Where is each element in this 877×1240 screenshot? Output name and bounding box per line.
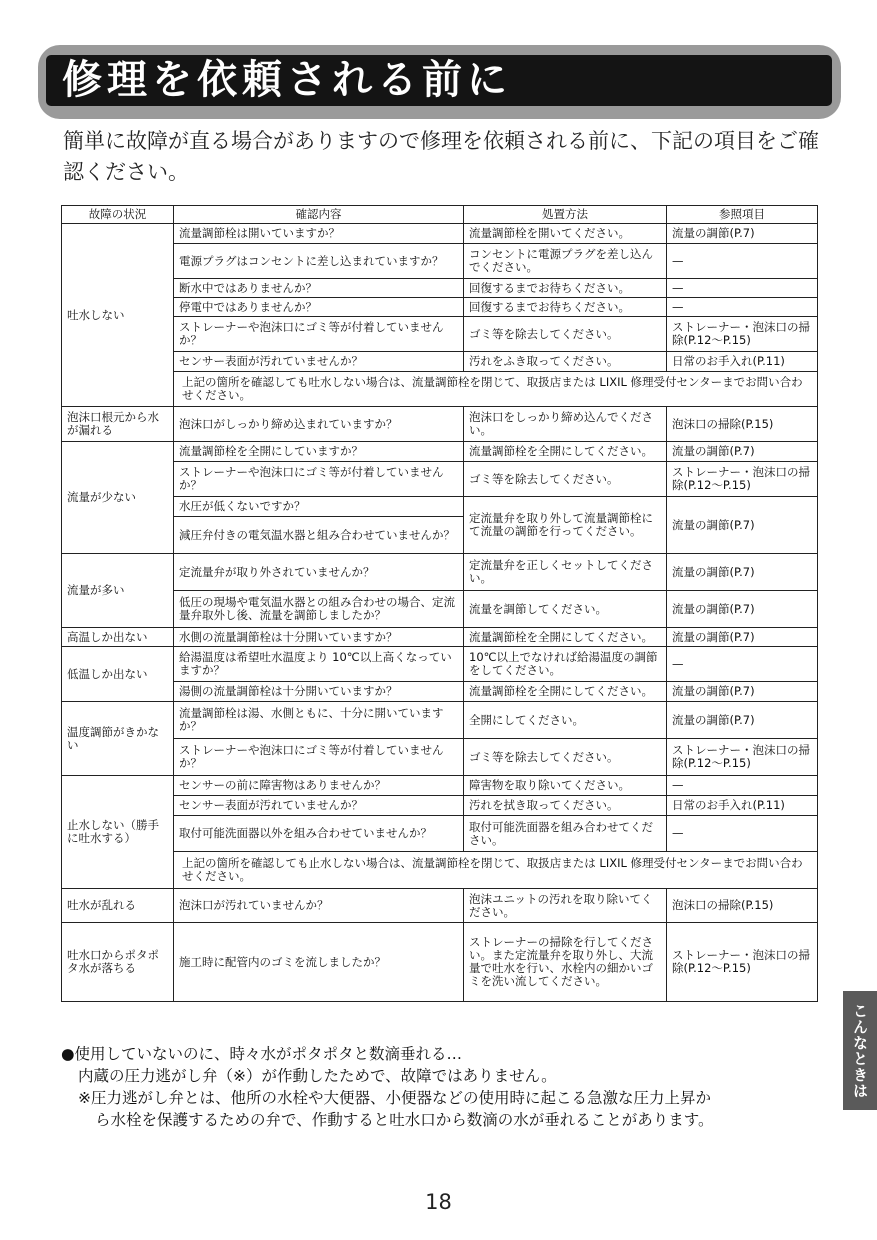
action-cell: 流量調節栓を全開にしてください。 [464,682,667,702]
table-row [62,816,818,852]
ref-cell: — [667,647,818,682]
note-cell: 上記の箇所を確認しても吐水しない場合は、流量調節栓を閉じて、取扱店または LIXIL 修理受付センターまでお問い合わせください。 [174,372,818,407]
table-row [62,407,818,442]
symptom-cell: 泡沫口根元から水が漏れる [62,407,174,442]
action-cell: 流量調節栓を全開にしてください。 [464,628,667,647]
table-row [62,372,818,407]
check-cell: 泡沫口が汚れていませんか？ [174,889,464,923]
table-row [62,776,818,796]
check-cell: 流量調節栓は湯、水側ともに、十分に開いていますか？ [174,702,464,739]
check-cell: ストレーナーや泡沫口にゴミ等が付着していませんか？ [174,462,464,497]
action-cell: 流量を調節してください。 [464,591,667,628]
check-cell: 湯側の流量調節栓は十分開いていますか？ [174,682,464,702]
ref-cell: ストレーナー・泡沫口の掃除(P.12〜P.15) [667,923,818,1002]
action-cell: 回復するまでお待ちください。 [464,279,667,298]
action-cell: ゴミ等を除去してください。 [464,317,667,352]
header-check: 確認内容 [174,206,464,224]
symptom-cell: 低温しか出ない [62,647,174,702]
action-cell: 取付可能洗面器を組み合わせてください。 [464,816,667,852]
check-cell: 停電中ではありませんか？ [174,298,464,317]
table-row [62,628,818,647]
check-cell: 給湯温度は希望吐水温度より 10℃以上高くなっていますか？ [174,647,464,682]
page-number: 18 [425,1190,452,1214]
table-row [62,298,818,317]
troubleshooting-table [61,205,818,1002]
ref-cell: 流量の調節(P.7) [667,591,818,628]
action-cell: コンセントに電源プラグを差し込んでください。 [464,244,667,279]
table-row [62,852,818,889]
ref-cell: 流量の調節(P.7) [667,554,818,591]
note-footnote: ※圧力逃がし弁とは、他所の水栓や大便器、小便器などの使用時に起こる急激な圧力上昇か [78,1089,711,1107]
symptom-cell: 止水しない（勝手に吐水する） [62,776,174,889]
action-cell: 流量調節栓を全開にしてください。 [464,442,667,462]
table-row [62,647,818,682]
header-symptom: 故障の状況 [62,206,174,224]
check-cell: ストレーナーや泡沫口にゴミ等が付着していませんか？ [174,739,464,776]
ref-cell: 流量の調節(P.7) [667,224,818,244]
check-cell: 取付可能洗面器以外を組み合わせていませんか？ [174,816,464,852]
ref-cell: 流量の調節(P.7) [667,628,818,647]
ref-cell: 流量の調節(P.7) [667,442,818,462]
check-cell: 減圧弁付きの電気温水器と組み合わせていませんか？ [174,517,464,554]
check-cell: 流量調節栓を全開にしていますか？ [174,442,464,462]
ref-cell: — [667,298,818,317]
ref-cell: 泡沫口の掃除(P.15) [667,407,818,442]
symptom-cell: 吐水口からポタポタ水が落ちる [62,923,174,1002]
table-row [62,244,818,279]
check-cell: 施工時に配管内のゴミを流しましたか？ [174,923,464,1002]
table-row [62,352,818,372]
ref-cell: 日常のお手入れ(P.11) [667,796,818,816]
symptom-cell: 吐水しない [62,224,174,407]
note-footnote-cont: ら水栓を保護するための弁で、作動すると吐水口から数滴の水が垂れることがあります。 [95,1111,714,1129]
table-row [62,554,818,591]
ref-cell: ストレーナー・泡沫口の掃除(P.12〜P.15) [667,462,818,497]
ref-cell: ストレーナー・泡沫口の掃除(P.12〜P.15) [667,739,818,776]
check-cell: 電源プラグはコンセントに差し込まれていますか？ [174,244,464,279]
symptom-cell: 流量が多い [62,554,174,628]
check-cell: センサー表面が汚れていませんか？ [174,352,464,372]
action-cell: 泡沫口をしっかり締め込んでください。 [464,407,667,442]
check-cell: 断水中ではありませんか？ [174,279,464,298]
page-title: 修理を依頼される前に [62,57,512,103]
table-row [62,796,818,816]
action-cell: ストレーナーの掃除を行してください。また定流量弁を取り外し、大流量で吐水を行い、水栓内の細かいゴミを洗い流してください。 [464,923,667,1002]
symptom-cell: 高温しか出ない [62,628,174,647]
ref-cell: 日常のお手入れ(P.11) [667,352,818,372]
action-cell: 泡沫ユニットの汚れを取り除いてください。 [464,889,667,923]
table-row [62,224,818,244]
table-row [62,739,818,776]
check-cell: 定流量弁が取り外されていませんか？ [174,554,464,591]
ref-cell: ストレーナー・泡沫口の掃除(P.12〜P.15) [667,317,818,352]
check-cell: 低圧の現場や電気温水器との組み合わせの場合、定流量弁取外し後、流量を調節しましたか？ [174,591,464,628]
check-cell: 流量調節栓は開いていますか？ [174,224,464,244]
table-row [62,442,818,462]
action-cell: 全開にしてください。 [464,702,667,739]
ref-cell: — [667,279,818,298]
action-cell: 流量調節栓を開いてください。 [464,224,667,244]
check-cell: センサー表面が汚れていませんか？ [174,796,464,816]
section-side-tab: こんなときは [843,991,877,1110]
check-cell: 水圧が低くないですか？ [174,497,464,517]
intro-text: 簡単に故障が直る場合がありますので修理を依頼される前に、下記の項目をご確認ください。 [63,129,819,184]
ref-cell: 流量の調節(P.7) [667,682,818,702]
table-header-row [62,206,818,224]
action-cell: 定流量弁を取り外して流量調節栓にて流量の調節を行ってください。 [464,497,667,554]
check-cell: ストレーナーや泡沫口にゴミ等が付着していませんか？ [174,317,464,352]
table-row [62,702,818,739]
symptom-cell: 温度調節がきかない [62,702,174,776]
note-bullet: ●使用していないのに、時々水がポタポタと数滴垂れる… [61,1045,463,1063]
check-cell: 泡沫口がしっかり締め込まれていますか？ [174,407,464,442]
table-row [62,317,818,352]
ref-cell: — [667,776,818,796]
table-row [62,923,818,1002]
table-row [62,682,818,702]
action-cell: 回復するまでお待ちください。 [464,298,667,317]
action-cell: 汚れをふき取ってください。 [464,352,667,372]
ref-cell: 流量の調節(P.7) [667,702,818,739]
notes-section [61,1043,841,1131]
ref-cell: — [667,244,818,279]
ref-cell: 泡沫口の掃除(P.15) [667,889,818,923]
action-cell: 汚れを拭き取ってください。 [464,796,667,816]
table-row [62,889,818,923]
note-cell: 上記の箇所を確認しても止水しない場合は、流量調節栓を閉じて、取扱店または LIXIL 修理受付センターまでお問い合わせください。 [174,852,818,889]
check-cell: 水側の流量調節栓は十分開いていますか？ [174,628,464,647]
note-line: 内蔵の圧力逃がし弁（※）が作動したためで、故障ではありません。 [78,1067,557,1085]
action-cell: ゴミ等を除去してください。 [464,462,667,497]
table-row [62,591,818,628]
header-action: 処置方法 [464,206,667,224]
symptom-cell: 流量が少ない [62,442,174,554]
check-cell: センサーの前に障害物はありませんか？ [174,776,464,796]
action-cell: 障害物を取り除いてください。 [464,776,667,796]
table-row [62,462,818,497]
ref-cell: 流量の調節(P.7) [667,497,818,554]
table-row [62,279,818,298]
action-cell: 10℃以上でなければ給湯温度の調節をしてください。 [464,647,667,682]
ref-cell: — [667,816,818,852]
header-ref: 参照項目 [667,206,818,224]
action-cell: 定流量弁を正しくセットしてください。 [464,554,667,591]
action-cell: ゴミ等を除去してください。 [464,739,667,776]
symptom-cell: 吐水が乱れる [62,889,174,923]
table-row [62,497,818,517]
